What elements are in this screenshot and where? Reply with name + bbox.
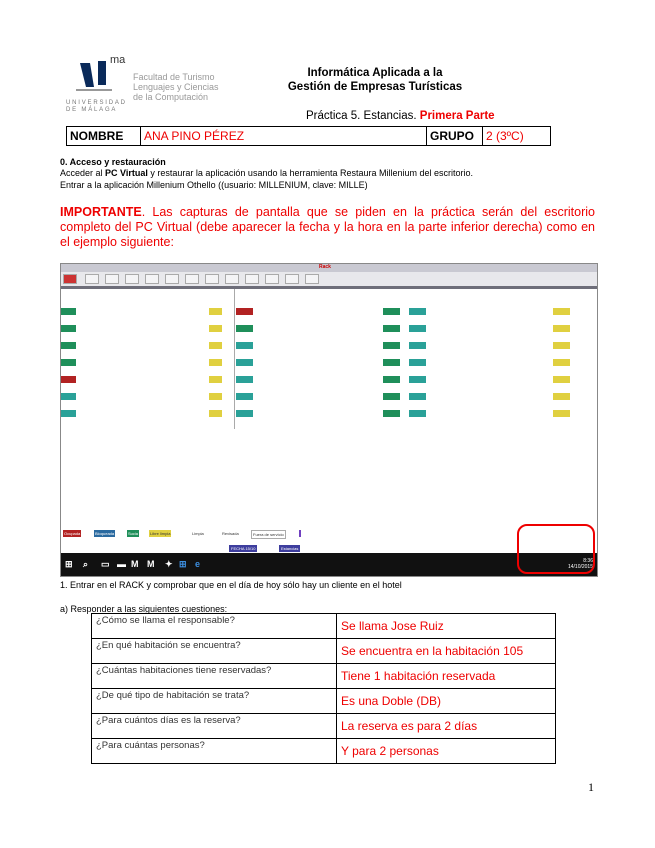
status-cell — [553, 308, 570, 315]
practice-part: Primera Parte — [419, 110, 495, 122]
room-cell[interactable] — [236, 359, 253, 366]
store-icon[interactable]: ⊞ — [179, 559, 187, 569]
rack-row[interactable] — [61, 325, 597, 335]
clock-highlight-circle — [517, 524, 595, 574]
task-view-icon[interactable]: ▭ — [101, 559, 110, 569]
status-cell — [553, 342, 570, 349]
room-cell[interactable] — [236, 342, 253, 349]
question-row — [92, 664, 556, 689]
status-cell — [209, 359, 222, 366]
question-text: ¿En qué habitación se encuentra? — [92, 639, 337, 664]
room-cell[interactable] — [409, 393, 426, 400]
toolbar-button-12[interactable] — [285, 274, 299, 284]
status-cell — [553, 410, 570, 417]
line1-pre: Acceder al — [60, 168, 106, 178]
room-cell[interactable] — [61, 376, 76, 383]
status-cell — [553, 393, 570, 400]
room-cell[interactable] — [61, 342, 76, 349]
toolbar-button-9[interactable] — [225, 274, 239, 284]
room-cell[interactable] — [409, 308, 426, 315]
room-cell[interactable] — [409, 359, 426, 366]
question-row — [92, 614, 556, 639]
room-cell[interactable] — [236, 308, 253, 315]
rack-row[interactable] — [61, 359, 597, 369]
room-cell[interactable] — [61, 393, 76, 400]
university-name — [66, 100, 127, 114]
rack-row[interactable] — [61, 410, 597, 420]
title-line-1: Informática Aplicada a la — [307, 67, 443, 79]
answer-text[interactable]: Y para 2 personas — [337, 739, 556, 764]
room-cell[interactable] — [409, 325, 426, 332]
room-cell[interactable] — [409, 376, 426, 383]
question-row — [92, 714, 556, 739]
toolbar-button-11[interactable] — [265, 274, 279, 284]
status-cell — [209, 410, 222, 417]
legend-clean: Limpia — [192, 531, 204, 536]
important-text: . Las capturas de pantalla que se piden en la práctica serán del escritorio completo del PC Virtual (debe aparecer la fecha y la hora en la parte inferior derecha) como en el ejemplo siguiente: — [60, 205, 595, 249]
legend-extra — [299, 530, 301, 537]
toolbar-button-2[interactable] — [85, 274, 99, 284]
faculty-name — [133, 72, 219, 102]
student-info-table — [66, 126, 551, 146]
questions-table — [91, 613, 556, 764]
toolbar-button-10[interactable] — [245, 274, 259, 284]
university-line-2: DE MÁLAGA — [66, 107, 118, 113]
answer-text[interactable]: Se llama Jose Ruiz — [337, 614, 556, 639]
edge-icon[interactable]: e — [195, 559, 201, 569]
toolbar-button-7[interactable] — [185, 274, 199, 284]
task-1: 1. Entrar en el RACK y comprobar que en el día de hoy sólo hay un cliente en el hotel — [60, 580, 402, 590]
legend-free-clean: Libre limpia — [150, 531, 171, 536]
room-cell[interactable] — [383, 376, 400, 383]
section-title: 0. Acceso y restauración — [60, 157, 166, 167]
room-cell[interactable] — [61, 325, 76, 332]
question-text: ¿De qué tipo de habitación se trata? — [92, 689, 337, 714]
toolbar-button-13[interactable] — [305, 274, 319, 284]
estancias-tab[interactable]: Estancias — [281, 546, 299, 551]
important-note — [60, 205, 595, 250]
group-label: GRUPO — [427, 127, 483, 145]
question-row — [92, 689, 556, 714]
toolbar-button-1[interactable] — [63, 274, 77, 284]
room-cell[interactable] — [383, 359, 400, 366]
practice-label: Práctica 5. Estancias. — [306, 110, 417, 122]
toolbar-button-3[interactable] — [105, 274, 119, 284]
line1-post: y restaurar la aplicación usando la herramienta Restaura Millenium del escritorio. — [147, 168, 474, 178]
section-line-1 — [60, 168, 473, 178]
window-title: Rack — [319, 264, 331, 270]
faculty-line-3: de la Computación — [133, 92, 209, 102]
answer-text[interactable]: La reserva es para 2 días — [337, 714, 556, 739]
rack-row[interactable] — [61, 308, 597, 318]
clock-time: 8:36 — [583, 558, 593, 564]
status-cell — [553, 359, 570, 366]
question-text: ¿Para cuántos días es la reserva? — [92, 714, 337, 739]
room-cell[interactable] — [409, 342, 426, 349]
section-line-2: Entrar a la aplicación Millenium Othello ((usuario: MILLENIUM, clave: MILLE) — [60, 180, 368, 190]
search-icon[interactable]: ⌕ — [83, 559, 89, 569]
page-number: 1 — [588, 780, 594, 794]
answer-text[interactable]: Se encuentra en la habitación 105 — [337, 639, 556, 664]
legend-occupied: Ocupada — [64, 531, 81, 536]
status-cell — [209, 393, 222, 400]
room-cell[interactable] — [383, 325, 400, 332]
status-cell — [209, 325, 222, 332]
status-cell — [553, 376, 570, 383]
toolbar-button-4[interactable] — [125, 274, 139, 284]
toolbar-button-5[interactable] — [145, 274, 159, 284]
rack-toolbar — [61, 272, 597, 287]
rack-row[interactable] — [61, 376, 597, 386]
status-cell — [209, 308, 222, 315]
room-cell[interactable] — [61, 308, 76, 315]
room-cell[interactable] — [236, 376, 253, 383]
question-text: ¿Para cuántas personas? — [92, 739, 337, 764]
room-cell[interactable] — [61, 410, 76, 417]
millenium-icon[interactable]: M — [131, 559, 139, 569]
status-cell — [209, 376, 222, 383]
room-cell[interactable] — [383, 410, 400, 417]
document-title — [275, 66, 475, 94]
room-cell[interactable] — [61, 359, 76, 366]
room-cell[interactable] — [236, 393, 253, 400]
room-cell[interactable] — [236, 325, 253, 332]
toolbar-button-6[interactable] — [165, 274, 179, 284]
legend-blocked: Bloqueada — [95, 531, 115, 536]
faculty-line-2: Lenguajes y Ciencias — [133, 82, 219, 92]
question-text: ¿Cómo se llama el responsable? — [92, 614, 337, 639]
millenium-app-icon[interactable]: M — [147, 559, 155, 569]
settings-icon[interactable]: ✦ — [165, 559, 173, 569]
clock-date: 14/10/2015 — [567, 564, 593, 570]
name-value: ANA PINO PÉREZ — [141, 127, 427, 145]
status-cell — [209, 342, 222, 349]
room-cell[interactable] — [383, 308, 400, 315]
start-icon[interactable]: ⊞ — [65, 559, 73, 569]
legend-dirty: Sucia — [128, 531, 139, 536]
room-cell[interactable] — [383, 393, 400, 400]
question-text: ¿Cuántas habitaciones tiene reservadas? — [92, 664, 337, 689]
room-cell[interactable] — [409, 410, 426, 417]
file-explorer-icon[interactable]: ▬ — [117, 559, 126, 569]
university-line-1: UNIVERSIDAD — [66, 100, 127, 106]
rack-band — [61, 286, 597, 289]
rack-tab[interactable]: FECHA 15/10 — [231, 546, 256, 551]
legend-checked: Revisada — [222, 531, 239, 536]
task-a: a) Responder a las siguientes cuestiones: — [60, 604, 228, 614]
toolbar-button-8[interactable] — [205, 274, 219, 284]
faculty-line-1: Facultad de Turismo — [133, 72, 215, 82]
status-cell — [553, 325, 570, 332]
title-line-2: Gestión de Empresas Turísticas — [287, 81, 463, 93]
question-row — [92, 739, 556, 764]
rack-row[interactable] — [61, 393, 597, 403]
line1-bold: PC Virtual — [105, 168, 148, 178]
room-cell[interactable] — [383, 342, 400, 349]
question-row — [92, 639, 556, 664]
answer-text[interactable]: Es una Doble (DB) — [337, 689, 556, 714]
answer-text[interactable]: Tiene 1 habitación reservada — [337, 664, 556, 689]
legend-out-of-service: Fuera de servicio — [253, 532, 284, 537]
important-label: IMPORTANTE — [60, 205, 142, 219]
group-value: 2 (3ºC) — [486, 129, 524, 143]
rack-row[interactable] — [61, 342, 597, 352]
logo-text: ma — [110, 54, 126, 66]
room-cell[interactable] — [236, 410, 253, 417]
name-label: NOMBRE — [67, 127, 141, 145]
practice-heading — [306, 110, 495, 122]
